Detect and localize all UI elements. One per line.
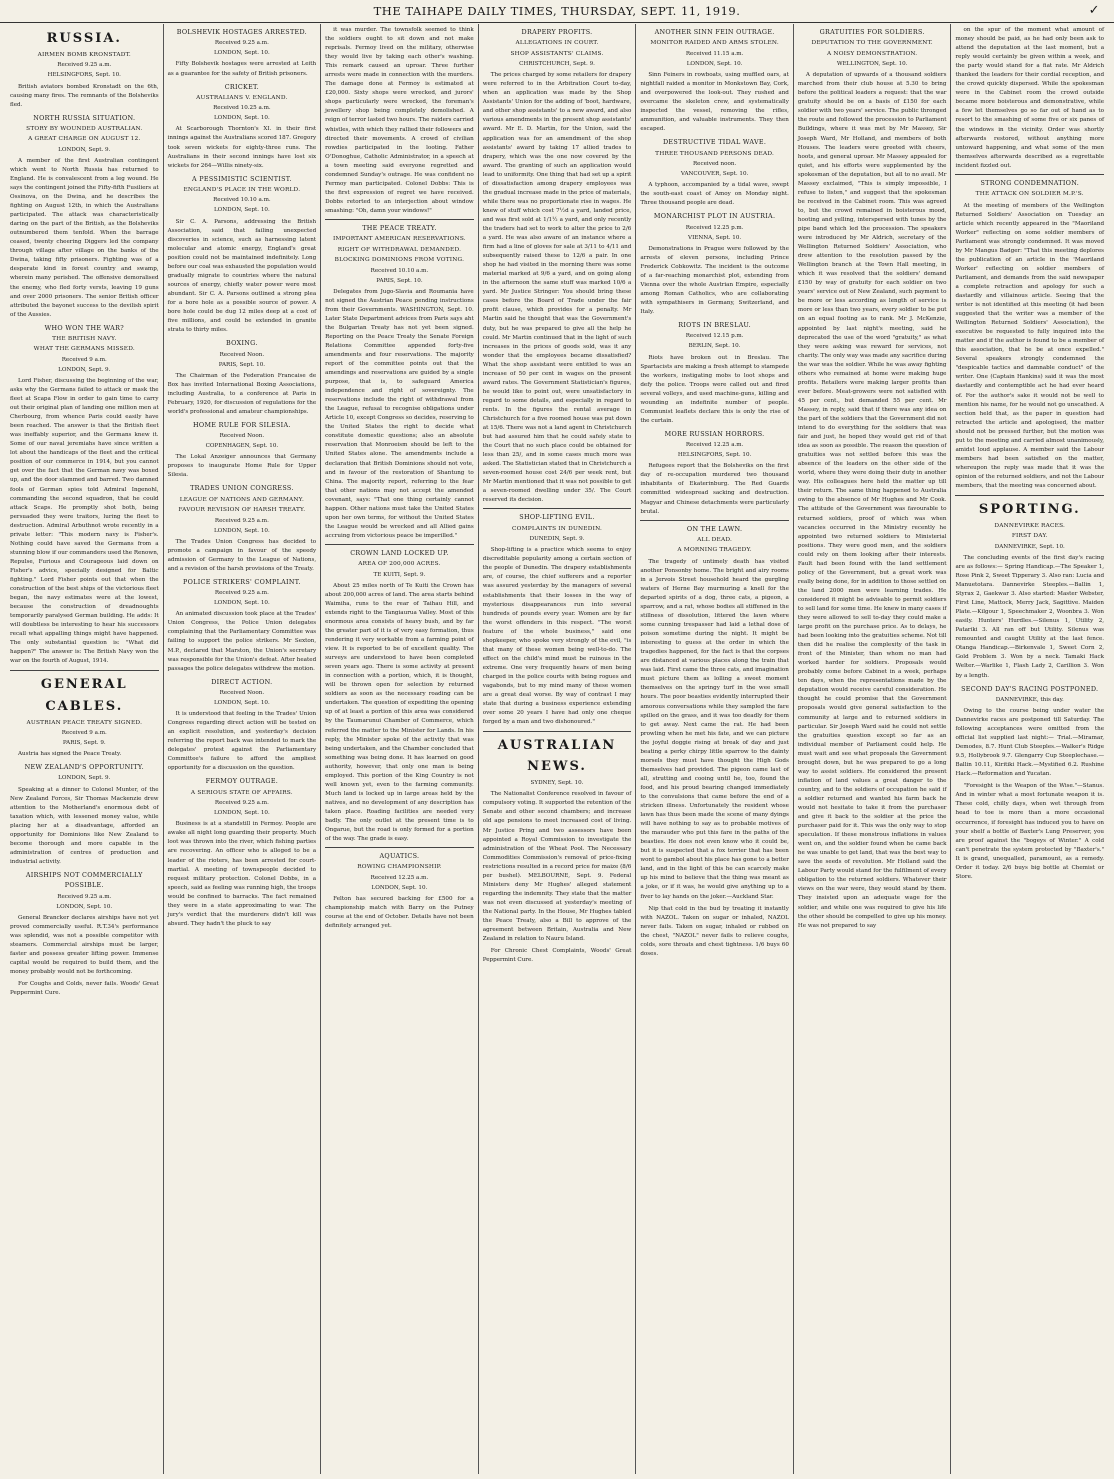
- article-body: Nip that cold in the bud by treating it instantly with NAZOL. Taken on sugar or inhaled, NAZOL never fails. Taken on sugar, inhaled or rubbed on the chest, "NAZOL" never fails to relieve coughs, colds, sore throats and chest tightness. 1/6 buys 60 doses.: [640, 905, 789, 957]
- article-dateline: HELSINGFORS, Sept. 10.: [677, 452, 752, 459]
- article-headline: BOXING.: [226, 339, 258, 348]
- article: [325, 847, 474, 931]
- article-dateline: Received Noon.: [219, 690, 265, 697]
- article-body: At the meeting of members of the Wellington Returned Soldiers' Association on Tuesday an article which recently appeared in the "Maoriland Worker" reflecting on some soldier members of Parliament was strongly condemned. It was moved by Mr Mangus Badger: "That this meeting deplores the publication of an article in the 'Maoriland Worker' reflecting on soldier members of Parliament, and demands from the said newspaper a complete retraction and apology for such a dastardly and villainous article. Seeing that the writer is not identified at this meeting (it had been suggested that the writer was a member of the Wellington Returned Soldiers' Association), the executive be requested to fully inquired into the matter and if the author is found to be a member of this association, that he be at once expelled." Several speakers strongly condemned the "despicable tactics and damnable conduct" of the writer. One (Captain Hankins) said it was the most dastardly and contemptible act he had ever heard of. For the author's sake it would not be well to mention his name, for he would not go unscathed. A section held that, as the paper in question had retracted the article and apologised, the matter should not be pressed further, but the motion was put to the meeting and carried almost unanimously, amidst loud applause. A member said the Labour members had been satisfied on the matter, whereupon the reply was made that it was the opinion of the returned soldiers, and not the Labour members, that the meeting was concerned about.: [955, 202, 1105, 489]
- article-dateline: DANNEVIRKE, this day.: [995, 696, 1064, 703]
- masthead-title: THE TAIHAPE DAILY TIMES, THURSDAY, SEPT. 11, 1919.: [373, 4, 741, 18]
- article-dateline: Received 10.10 a.m.: [370, 267, 429, 274]
- article-headline: AIRSHIPS NOT COMMERCIALLY POSSIBLE.: [25, 870, 143, 890]
- article-body: For Chronic Chest Complaints, Woods' Great Peppermint Cure.: [482, 948, 632, 964]
- article-headline: RIOTS IN BRESLAU.: [678, 321, 751, 330]
- columns: [6, 24, 1108, 1474]
- article-dateline: SYDNEY, Sept. 10.: [530, 780, 584, 787]
- article: [168, 27, 317, 79]
- article-body: The concluding events of the first day's racing are as follows:— Spring Handicap.—The Speaker 1, Rose Pink 2, Sweet Tipperary 3. Also ran: Lucia and Manuetotara. Dannevirke Steeples.—Ballin 1, Styrax 2, Gaekwar 3. Also started: Master Webster, First Line, Mattock, Merry Jack, Sagittive. Maiden Plate.—Kilgour 1, Speechmaker 2, Woonbra 3. Won easily. Hunters' Hurdles.—Silenus 1, Utility 2, Patariki 3. All ran off but Utility. Silenus was remounted and caught Utility at the last fence. Otanga Handicap.—Birkenvale 1, Sweet Corn 2, Gold Problem 3. Won by a neck. Tamaki Hack Welter.—Warlike 1, Flash Lady 2, Carillion 3. Won by a length.: [955, 554, 1105, 679]
- article-body: Owing to the course being under water the Dannevirke races are postponed till Saturday. The following acceptances were omitted from the official list supplied last night:— Trial.—Miramar, Demodes, 8.7. Hunt Club Steeples.—Walker's Ridge 9.5, Hollybrook 9.7. Glengarry Cup Steeplechase.—Ballin 10.11, Kiritiki Hack.—Mystified 6.2. Rushine Hack.—Reformation and Yucatan.: [955, 707, 1105, 778]
- article-body: A deputation of upwards of a thousand soldiers marched from their club house at 5.30 to bring before the political leaders a request: that the war gratuity should be on a basis of £150 for each soldier with two years' service. The public thronged the route and followed the procession to Parliament Buildings, where it was met by Mr Massey, Sir Joseph Ward, Mr Holland, and members of both Houses. The leaders were greeted with cheers, hoots, and general uproar. Mr Massey appealed for quiet, and his efforts were supplemented by the spokesman of the deputation, but all to no avail. Mr Massey exclaimed, "This is simply impossible, I refuse to listen," and suggest that the spokesman be received in the Cabinet room. This was agreed to, but the crowd remained in boisterous mood, hooting and yelling, interspersed with tunes by the pipe band which led the procession. The speakers were introduced by Mr Aldrich, secretary of the Wellington Returned Soldiers' Association, who drew attention to the resolution passed by the Wellington branch at the Town Hall meeting, in which it was resolved that the soldiers' demand £150 by way of gratuity for each soldier on two years' service out of New Zealand, such payment to be more or less according as length of service is more or less than two years, every soldier to be put on an equal footing as to rank. Mr J. McKenzie, appointed by last night's meeting, said he deprecated the use of the word "gratuity," as what they were asking was reward for services, not charity. The only way was made any sacrifice during the war was the soldier. While he was away fighting others who remained at home were making huge profits. Retailers were making larger profits than ever before. Meat-growers were not satisfied with 45 per cent., but demanded 55 per cent. Mr Massey, in reply, said that if there was any idea on the part of the soldiers that the Government did not intend to do everything for the soldiers that was fair and just, he hoped they would get rid of that idea as soon as possible. The reason the question of gratuities was not settled before this was the absence of the leaders on the other side of the world, where they were doing their duty in another way. His colleagues here held the matter up till their return. The same thing happened to Australia owing to the absence of Mr Hughes and Mr Cook. The attitude of the Government was favourable to returned soldiers, proof of which was when vacancies occurred in the Ministry recently he appointed two returned soldiers to Ministerial positions. They were good men, and the soldiers could rely on them looking after their interests. Fault had been found with the land settlement policy of the Government, but a great work was really being done, for in addition to those settled on the land 2000 men were learning trades. He considered it might be advisable to permit soldiers to sell land for some time. He knew in many cases if they were allowed to sell to-day they could make a large profit on the purchase price. As to delays, he had been looking into the gratuities scheme. Not till then did he realise the complexity of the task in front of the Minister, than whom no man had worked harder for soldiers. Proposals would probably come before Cabinet in a week, perhaps ten days, when the representations made by the deputation would receive careful consideration. He thought he could promise that the Government proposals would give general satisfaction to the community at large and to returned soldiers in particular. Sir Joseph Ward said he could not settle the gratuities question except so far as an individual member of Parliament could help. He must wait and see what proposals the Government brought down, but he was prepared to go a long way to assist soldiers. He considered the present inflation of land values a great danger to the country, and to the soldiers of occupation he said if a soldier returned and wanted his farm back he would not hesitate to take it from the purchaser and give it back to the soldier at the price the purchaser paid for it. This was the only way to stop speculation. If these monstrous inflations in values went on, and the soldier found when he came back he was unable to get land, that was the best way to save the seeds of revolution. Mr Holland said the Labour Party would stand for the fulfilment of every obligation to the returned soldiers. Whatever their views on the war were, they would stand by them. They insisted upon an adequate wage for the soldier, and while one was required to give his life the other should be compelled to give up his money. He was not prepared to say: [797, 72, 947, 929]
- article-headline: STRONG CONDEMNATION.: [955, 174, 1104, 188]
- article-dateline: Received 9.25 a.m.: [214, 40, 269, 47]
- article-dateline: LONDON, Sept. 9.: [58, 366, 111, 373]
- article-dateline: LONDON, Sept. 10.: [213, 600, 270, 607]
- article: [640, 905, 789, 959]
- article-dateline: Received 12.25 a.m.: [685, 442, 744, 449]
- article-subheading: ENGLAND'S PLACE IN THE WORLD.: [183, 187, 301, 194]
- article-subheading: ROWING CHAMPIONSHIP.: [357, 864, 442, 871]
- article-headline: MORE RUSSIAN HORRORS.: [664, 429, 765, 438]
- check-mark-icon: ✓: [1088, 3, 1100, 18]
- column-2: [164, 24, 322, 1474]
- article: [483, 27, 632, 505]
- article-dateline: PARIS, Sept. 9.: [62, 740, 106, 746]
- article-dateline: PARIS, Sept. 10.: [376, 277, 423, 284]
- article-body: A member of the first Australian contingent which went to North Russia has returned to England. He is convalescent from a leg wound. He says the contingent joined the Fifty-fifth Fusiliers at Ossinova, on the Dwina, and he describes the fighting on August 12th, in which the Australians participated. The attack was characteristically daring on the part of the British, as the Bolsheviks outnumbered them tenfold. When the barrage ceased, twenty cheering Diggers led the company through village after village on the banks of the Dwina, taking fifty prisoners. Fighting was of a desperate kind in forest country and swamp, wherein many perished. The offensive demoralised the enemy, who fled forty versts, leaving 19 guns and over 2000 prisoners. The senior British officer attributed the bayonet success to the devilish spirit of the Aussies.: [10, 157, 159, 318]
- article-dateline: Received 9.25 a.m.: [57, 62, 112, 69]
- masthead: [0, 0, 1114, 23]
- article: [640, 320, 789, 426]
- article-subheading: A GREAT CHARGE ON AUGUST 12.: [28, 136, 141, 143]
- article-body: Lord Fisher, discussing the beginning of the war, asks why the Germans failed to attack or mask the fleet at Scapa Flow in order to gain time to carry out their original plan of landing one million men at Cherbourg, from whence Paris could easily have been reached. The answer is that the British fleet was ineffably superior, and the Germans knew it. Some of our naval jeremiahs have since written a lot about the handicaps of the fleet and the critical position of our commerce in 1914, but you cannot get over the fact that the German navy was boxed up, and the door slammed and barred. Two damned fools of German spies told Admiral Ingenohl, commanding the second squadron, that he could attack Scaps. He promptly shot both, being persuaded they were traitors, luring the fleet to destruction. Admiral Arbuthnot wrote recently in a private letter: "This modern navy is Fisher's. Nothing could have saved the Germans from a stunning blow if our commanders used the Renown, Repulse, Furious and Courageous laid down on Fisher's advice, specially designed for Baltic fighting." Lord Fisher points out that when the construction of the best ships of the victorious fleet began, the navy estimates were at the lowest, because the construction of dreadnoughts temporarily paralysed German building. He adds: It will doubtless be interesting to hear his successors recall what appalling things might have happened. The only substantial question is: "What did happen?" The answer is: The British Navy won the war on the fourth of August, 1914.: [10, 377, 159, 665]
- article-headline: TRADES UNION CONGRESS.: [190, 484, 294, 493]
- article-dateline: Received 10.10 a.m.: [213, 197, 271, 204]
- article-dateline: LONDON, Sept. 9.: [58, 775, 111, 782]
- article-body: The Nationalist Conference resolved in favour of compulsory voting. It supported the retention of the Senate and other second chambers; and increase old age pensions to meet increased cost of living. Mr Justice Pring and two assessors have been appointed a Royal Commission to investigate the administration of the Wheat Pool. The Necessary Commodities Commission's removal of price-fixing restrictions resulted in a record price for maize (8/6 per bushel). MELBOURNE, Sept. 9. Federal Ministers deny Mr Hughes' alleged statement regarding the indemnity. They state that the matter was not even discussed at yesterday's meeting of the National party. In the House, Mr Hughes tabled the Peace Treaty, also a Bill to approve of the agreement between Britain, Australia and New Zealand in relation to Nauru Island.: [482, 791, 632, 943]
- article: [168, 776, 317, 928]
- article-headline: NEW ZEALAND'S OPPORTUNITY.: [24, 763, 144, 772]
- article-dateline: LONDON, Sept. 10.: [213, 700, 270, 707]
- article-dateline: Received Noon.: [219, 351, 265, 358]
- article-body: Austria has signed the Peace Treaty.: [18, 751, 122, 758]
- article-dateline: Received 9.25 a.m.: [214, 590, 269, 597]
- article-dateline: Received 9.25 a.m.: [214, 800, 269, 807]
- article: [955, 26, 1104, 171]
- article: [168, 483, 317, 573]
- article-headline: THE PEACE TREATY.: [325, 219, 474, 233]
- article-dateline: Received 9 a.m.: [61, 729, 107, 736]
- article-subheading: AIRMEN BOMB KRONSTADT.: [37, 52, 131, 59]
- article-body: "Foresight is the Weapon of the Wise."—Stanus. And in winter what a most fortunate weapon it is. These cold, chilly days, when wet through from head to toe is more than a more occasional occurrence, if foresight has induced you to have on your shelf a bottle of Baxter's Lung Preserver, you are proof against the "bogeys of Winter." A cold can't penetrate the system protected by "Baxter's." It is grand, unequalled, paramount, as a remedy. Order it today. 2/6 buys big bottle at Chemist or Store.: [955, 783, 1105, 880]
- article-body: General Brancker declares airships have not yet proved commercially useful. R.T.34's performance was splendid, was not a possible competitor with steamers. Commercial airships must be larger, faster and possess greater lifting power. Immense capital would be required to build them, and the money probably would not be forthcoming.: [10, 914, 159, 976]
- article-subheading: SHOP ASSISTANTS' CLAIMS.: [510, 50, 604, 57]
- article-subheading: DEPUTATION TO THE GOVERNMENT.: [811, 40, 933, 47]
- article-body: It is understood that feeling in the Trades' Union Congress regarding direct action will be tested on an explicit resolution, and yesterday's decision referring the report back was intended to mark the delegates' protest against the Parliamentary Committee's failure to afford the ampliest opportunity for a discussion on the question.: [167, 711, 317, 772]
- article-headline: WHO WON THE WAR?: [44, 323, 124, 332]
- article-headline: CROWN LAND LOCKED UP.: [325, 544, 474, 558]
- article-dateline: BERLIN, Sept. 10.: [688, 343, 741, 350]
- article-subheading: A MORNING TRAGEDY.: [677, 547, 752, 554]
- article-dateline: Received 12.25 p.m.: [685, 224, 744, 231]
- article-body: Sir C. A. Parsons, addressing the British Association, said that failing unexpected discoveries in science, such as harnessing latent molecular and atomic energy, England's great position could not be maintained indefinitely. Long before our coal was exhausted the population would gradually migrate to countries where the natural sources of energy, chiefly water power were most abundant. Sir C. A. Parsons outlined a strong plea for a bore hole as a possible source of power. A bore hole could be dug 12 miles deep at a cost of five millions, and could be extended in granite strata to thirty miles.: [167, 218, 317, 334]
- article: [10, 870, 159, 977]
- article-dateline: Received 10.25 a.m.: [213, 105, 271, 112]
- article-body: For Coughs and Colds, never fails. Woods' Great Peppermint Cure.: [10, 981, 159, 997]
- article-body: Shop-lifting is a practice which seems to enjoy discreditable popularity among a certain section of the people of Dunedin. The drapery establishments are, of course, the chief sufferers and a reporter was assured yesterday by the managers of several establishments that their losses in the way of mysterious disappearances run into several hundreds of pounds every year. Women are by far the worst offenders in this respect. "The worst feature of the whole business," said one shopkeeper, who spoke very strongly of the evil, "is that many of these women being well-to-do. The effect on the child's mind must be ruinous in the extreme. One very frequently hears of men being charged in the police courts with being rogues and vagabonds, but to my mind many of these women are a great deal worse. By way of contrast I may state that during a business experience extending over some 20 years I have had only one cheque forged by a man and two dishonoured.": [482, 547, 632, 726]
- article-headline: GRATUITIES FOR SOLDIERS.: [819, 28, 925, 36]
- article-subheading: FIRST DAY.: [1011, 533, 1048, 540]
- column-5: [636, 24, 794, 1474]
- article: [168, 174, 317, 335]
- article: [10, 762, 159, 867]
- column-7: [951, 24, 1108, 1474]
- article: [10, 670, 159, 759]
- article: [10, 323, 159, 667]
- article: [798, 27, 947, 931]
- article-body: Sinn Feiners in rowboats, using muffled oars, at nightfall raided a monitor in Monkstown Bay, Cork, and overpowered the look-out. They rushed and overcame the skeleton crew, and systematically inspected the vessel, removing the rifles, ammunition, and valuable instruments. They then escaped.: [640, 71, 789, 133]
- column-3: [321, 24, 479, 1474]
- article-body: The Trades Union Congress has decided to promote a campaign in favour of the speedy admission of Germany to the League of Nations, and a revision of the harsh provisions of the Treaty.: [167, 538, 317, 572]
- article: [10, 113, 159, 320]
- article-subheading: A NOISY DEMONSTRATION.: [827, 50, 918, 57]
- article-body: The Chairman of the Federation Francaise de Box has invited International Boxing Associations, including Australia, to a conference at Paris in February, 1920, for discussion of regulations for the world's professional and amateur championships.: [167, 372, 317, 415]
- article-dateline: WELLINGTON, Sept. 10.: [836, 61, 908, 68]
- article-headline: DRAPERY PROFITS.: [521, 28, 593, 36]
- article-body: An animated discussion took place at the Trades' Union Congress, the Police Union delegates complaining that the Parliamentary Committee was failing to support the police strikers. Mr Sexton, M.P., declared that Marston, the Union's secretary was responsible for the Union's defeat. After heated passages the police delegates withdrew the motion.: [167, 611, 317, 672]
- column-4: [479, 24, 637, 1474]
- article-body: A typhoon, accompanied by a tidal wave, swept the south-east coast of Amoy on Monday night. Three thousand people are dead.: [640, 182, 789, 207]
- article-body: The Lokal Anzeiger announces that Germany proposes to inaugurate Home Rule for Upper Silesia.: [167, 454, 317, 479]
- article-dateline: Received Noon.: [219, 433, 265, 440]
- article-dateline: TE KUITI, Sept. 9.: [373, 571, 426, 578]
- article-dateline: Received 11.15 a.m.: [685, 50, 744, 57]
- article-subheading: ALLEGATIONS IN COURT.: [515, 40, 599, 47]
- article: [10, 28, 159, 110]
- article-headline: DIRECT ACTION.: [211, 677, 273, 686]
- article-body: Refugees report that the Bolsheviks on the first day of re-occupation murdered two thousand inhabitants of Ekaterinburg. The Red Guards committed widespread sacking and destruction. Magyar and Chinese detachments were particularly brutal.: [640, 463, 789, 515]
- article: [640, 27, 789, 134]
- article-dateline: PARIS, Sept. 10.: [218, 361, 266, 368]
- article-body: Riots have broken out in Breslau. The Spartacists are making a fresh attempt to stampede the workers, instigating mobs to loot shops and defy the police. Troops were called out and fired several volleys, and used machine-guns, killing and wounding an indefinite number of people. Communist leaflets declare this is only the rise of the curtain.: [640, 354, 789, 424]
- article-headline: FERMOY OUTRAGE.: [205, 777, 279, 786]
- article: [168, 420, 317, 481]
- article: [955, 782, 1104, 882]
- article-headline: AQUATICS.: [325, 847, 474, 861]
- article: [955, 684, 1104, 780]
- article: [168, 677, 317, 774]
- article-dateline: VIENNA, Sept. 10.: [688, 234, 742, 241]
- article-dateline: DANNEVIRKE, Sept. 10.: [994, 543, 1065, 550]
- article-headline: MONARCHIST PLOT IN AUSTRIA.: [653, 212, 776, 221]
- article: [325, 26, 474, 216]
- article-headline: CRICKET.: [224, 82, 260, 91]
- article-headline: AUSTRALIAN NEWS.: [483, 731, 632, 777]
- article-headline: POLICE STRIKERS' COMPLAINT.: [183, 577, 301, 586]
- article-body: it was murder. The townsfolk seemed to think the soldiers ought to sit down and not make reprisals. Fermoy lived on the military, otherwise they would live by taking each other's washing. This remark caused an uproar. Three further arrests were made in connection with the murders. The damage done at Fermoy is estimated at £20,000. Sixty shops were wrecked, and jurors' shops particularly were wrecked, the foreman's jewellery shop being completely demolished. A reign of terror lasted two hours. The raiders carried whistles, with which they rallied their followers and directed their movements. A crowd of civilian rowdies participated in the looting. Father O'Donoghue, Catholic Administrator, in a speech at a town meeting said everyone regretted and condemned Sunday's outrage. He was confident no Fermoy man participated. Colonel Dobbs: This is the first expression of regret we have received. Dobbs retorted to an interjection about window smashing: "Oh, damn your windows!": [325, 27, 474, 214]
- article-dateline: Received 9.25 a.m.: [57, 893, 112, 900]
- article-subheading: LEAGUE OF NATIONS AND GERMANY.: [179, 496, 305, 503]
- article: [955, 174, 1104, 491]
- article-body: Felton has secured backing for £500 for a championship match with Barry on the Putney course at the end of October. Details have not been definitely arranged yet.: [325, 895, 474, 930]
- article-subheading: ALL DEAD.: [697, 537, 733, 543]
- article-dateline: CHRISTCHURCH, Sept. 9.: [519, 61, 595, 68]
- article-headline: SECOND DAY'S RACING POSTPONED.: [961, 684, 1099, 693]
- article-subheading: AUSTRIAN PEACE TREATY SIGNED.: [26, 719, 143, 726]
- article: [325, 544, 474, 844]
- article-dateline: Received 12.25 a.m.: [370, 874, 429, 881]
- article: [483, 947, 632, 965]
- article-subheading: MONITOR RAIDED AND ARMS STOLEN.: [650, 40, 779, 47]
- article-headline: ANOTHER SINN FEIN OUTRAGE.: [654, 28, 775, 36]
- article-dateline: COPENHAGEN, Sept. 10.: [205, 443, 279, 450]
- article-headline: BOLSHEVIK HOSTAGES ARRESTED.: [176, 28, 308, 36]
- article-dateline: LONDON, Sept. 10.: [56, 903, 113, 910]
- article-body: British aviators bombed Kronstadt on the 6th, causing many fires. The remnants of the Bolsheviks fled.: [10, 83, 159, 108]
- article: [483, 508, 632, 727]
- article-subheading: STORY BY WOUNDED AUSTRALIAN.: [26, 126, 143, 133]
- article-body: About 25 miles north of Te Kuiti the Crown has about 200,000 acres of land. The area starts behind Waimiha, runs to the rear of Taihau Hill, and extends right to the Tangiaurua Valley. Most of this enormous area consists of heavy bush, and by far the greater part of it is of very easy formation, thus rendering it very workable from a farming point of view. It is reported to be of excellent quality. The surveys are understood to have been completed seven years ago. There is some activity at present in connection with a portion, which, it is thought, will be thrown open for selection by returned soldiers as soon as the necessary roading can be undertaken. The question of expediting the opening up of at least a portion of this area was considered by the Taumarunui Chamber of Commerce, which referred the matter to the Minister for Lands. In his reply, the Minister spoke of the activity that was being undertaken, and the Chamber concluded that something was being done. It has learned on good authority, however, that only one man is being employed. This portion of the King Country is not well known yet, even to the farming community. Much land is locked up in large areas held by the natives, and no development of any description has taken place. Roading facilities are needed very badly. The only outlet at the present time is to Ongarue, but the road is only formed for a portion of the way. The grade is easy.: [325, 582, 474, 843]
- article-subheading: IMPORTANT AMERICAN RESERVATIONS.: [333, 236, 466, 243]
- article-dateline: VANCOUVER, Sept. 10.: [680, 171, 749, 177]
- article-body: The prices charged by some retailers for drapery were referred to in the Arbitration Court to-day, when an application was made by the Shop Assistants' Union for the adding of 'boot, hardware, and other shop assistants' to a new award, and also various amendments in the present shop assistants' award. Mr E. D. Martin, for the Union, said the application was for an amendment of the shop assistants' award by taking 17 allied trades to drapery, which was the one now covered by the award. The granting of such an application would lead to uniformity. One thing that had set up a spirit of dissatisfaction among drapery employees was the gradual increase made in the price of materials, while there was no proportionate rise in wages. He knew of stuff which cost 7½d a yard, landed price, and was first sold at 1/1½ a yard, and only recently the traders had set to work to alter the price to 2/6 a yard. He was also aware of an instance where a firm had a line of gloves for sale at 3/11 to 4/11 and subsequently raised these to 12/6 a pair. In one shop he had visited in the morning there was some material marked at 9/6 a yard, and on going along in the afternoon the same stuff was marked 10/6 a yard. Mr Justice Stringer: You should bring these cases before the Board of Trade under the fair profit clause, which provides for a penalty. Mr Martin said he thought that was the Government's duty, but he was prepared to give all the help he could. Mr Martin continued that in the light of such increases in the prices of goods sold, was it any wonder that the employees became dissatisfied? What the shop assistant were entitled to was an increase of 50 per cent in wages on the present award rates. The Government Statistician's figures, he would like to point out, were unsatisfactory in regard to some details, and especially in regard to rents. In the figures the rental average in Christchurch for a five roomed house was put down at 15/6. There was not a land agent in Christchurch but had assured him that he could safely state to the Court that no such place could be obtained for less than 25/, and in some cases much more was asked. The Statistician stated that in Christchurch a seven-roomed house cost 24/6 per week rent, but Mr Martin mentioned that it was not possible to get a seven-roomed dwelling under 35/. The Court reserved its decision.: [482, 72, 632, 504]
- article-subheading: FAVOUR REVISION OF HARSH TREATY.: [178, 507, 306, 514]
- article-subheading: DANNEVIRKE RACES.: [994, 523, 1066, 530]
- article-dateline: Received 9 a.m.: [61, 356, 107, 363]
- article: [640, 520, 789, 902]
- column-1: [6, 24, 164, 1474]
- article: [168, 577, 317, 674]
- article-dateline: LONDON, Sept. 10.: [213, 207, 270, 214]
- article-headline: RUSSIA.: [46, 31, 122, 46]
- article-body: Business is at a standstill in Fermoy. People are awake all night long guarding their property. Much loot was thrown into the river, which fishing parties are recovering. An officer who is alleged to be a leader of the rioters, has been arrested for court-martial. A meeting of townspeople decided to request military protection. Colonel Dobbs, in a speech, said as feeling was running high, the troops would be confined to barracks. The fact remained they were in a state approximating to war. The jury's verdict that the murderers didn't kill was absurd. They hadn't the pluck to say: [167, 821, 317, 927]
- article-subheading: WHAT THE GERMANS MISSED.: [33, 346, 135, 353]
- article-subheading: RIGHT OF WITHDRAWAL DEMANDED.: [337, 246, 462, 253]
- article-dateline: LONDON, Sept. 10.: [686, 60, 743, 67]
- article-body: At Scarborough Thornton's XI. in their first innings against the Australians scored 187. Gregory took seven wickets for eighty-three runs. The Australians in their second innings have lost six wickets for 264—Willis ninety-six.: [167, 126, 317, 169]
- article-headline: HOME RULE FOR SILESIA.: [193, 420, 291, 429]
- article: [168, 82, 317, 171]
- article-subheading: A SERIOUS STATE OF AFFAIRS.: [190, 789, 293, 796]
- article-dateline: HELSINGFORS, Sept. 10.: [47, 72, 121, 79]
- article-headline: NORTH RUSSIA SITUATION.: [33, 113, 136, 122]
- article: [640, 211, 789, 317]
- article-headline: ON THE LAWN.: [640, 520, 789, 534]
- article-body: Demonstrations in Prague were followed by the arrests of eleven persons, including Prince Frederick Cobkowitz. The incident is the outcome of a far-reaching monarchist plot, extending from Vienna over the whole Austrian Empire, especially among Roman Catholics, who are collaborating with sympathisers in Germany, Switzerland, and Italy.: [640, 245, 789, 315]
- article: [955, 495, 1104, 681]
- article-dateline: LONDON, Sept. 10.: [213, 527, 270, 534]
- article: [483, 731, 632, 944]
- article-dateline: LONDON, Sept. 9.: [58, 146, 111, 153]
- article: [325, 219, 474, 541]
- article-body: Speaking at a dinner to Colonel Munter, of the New Zealand Forces, Sir Thomas Mackenzie drew attention to the Motherland's enormous debt of taxation which, with lessened money value, while placing her at a disadvantage, afforded an opportunity for Dominions like New Zealand to become thorough and more capable in the administration of centres of production and industrial activity.: [10, 786, 159, 865]
- article-subheading: THREE THOUSAND PERSONS DEAD.: [655, 150, 775, 157]
- article-subheading: THE ATTACK ON SOLDIER M.P.'S.: [975, 191, 1084, 198]
- article: [640, 429, 789, 517]
- article-body: The tragedy of untimely death has visited another Ponsonby home. The bright and airy rooms in a Jervois Street household heard the gurgling waters of Herne Bay murmuring a knell for the departed spirits of a dog, three cats, a pigeon, a sparrow, and a rat, whose bodies all stiffened in the stillness of dissolution, littered the lawn where some cunning trespasser had laid a lethal dose of poison sometime during the night. It might be interesting to guess at the order in which the tragedies happened, for the fact is that the corpses are distanced at various places along the train that was laid. First came the three cats, and imagination must picture them as lolling a sweet moment themselves on the springy turf in the wee small hours. The poor beasties evidently interrupted their amorous conversations while they sampled the fare spilled on the grass, and it was too deadly for them to get away. Next came the rat. He had been prowling when he met his fate, and we can picture the joyful doggie rising at break of day and just beating a perky chirpy little sparrow to the dainty morsels they must have thought the High Gods themselves had provided. The pigeon came last of all, strutting and cooing until he, too, found the food, and his proud bearing changed immediately to the convulsions that came before the end of a stricken illness. Unfortunately the resident whose lawn has thus been made the scene of many dyings will have nothing to say as to probable motives of the marauder who put this fare in the paths of the beasties. He does not even know who it could be, but it is suspected that a fox terrier that has been wont to gambol about his place has gone to a better land, and in the light of this he can scarcely make up his mind to believe that the thing was meant as a joke, or if it was, he would give anything up to a fiver to lay hands on the joker.—Auckland Star.: [640, 558, 789, 900]
- article-headline: GENERAL CABLES.: [10, 670, 159, 716]
- article-body: Delegates from Jugo-Slavia and Roumania have not signed the Austrian Peace pending instructions from their Governments. WASHINGTON, Sept. 10. Later State Department advices from Paris says aht the Bulgarian Treaty has not yet been signed. Reporting on the Peace Treaty the Senate Foreign Relations Committee appended forty-five amendments and four reservations. The majority report of the committee points out that the amendings and reservations are guided by a single purpose, that is, to safeguard America independence and right of sovereignty. The reservations include the right of withdrawal from the League, refusal to recognise obligations under Article 10, except Congress so decides, reserving to the United States the right to decide what constitute domestic questions; also an absolute reservation that Monroeism should be left to the United States alone. The amendments include a declaration that British Dominions should not vote, and in favour of the restoration of Shantung to China. The majority report, referring to the fear that other nations may not accept the amended covenant, says: "That one thing certainly cannot happen. Other nations must take the United States upon her own terms, for without the United States the League would be wrecked and all Allied gains accruing from victorious peace be imperilled.": [325, 288, 474, 539]
- article-dateline: LONDON, Sept. 10.: [213, 50, 270, 57]
- article: [10, 980, 159, 998]
- article-dateline: DUNEDIN, Sept. 9.: [529, 536, 585, 543]
- article-dateline: LONDON, Sept. 10.: [213, 115, 270, 122]
- article-headline: SHOP-LIFTING EVIL.: [483, 508, 632, 522]
- article-dateline: Received 12.15 p.m.: [685, 333, 744, 340]
- article-dateline: Received noon.: [692, 160, 737, 167]
- article-dateline: LONDON, Sept. 10.: [371, 884, 428, 891]
- article-subheading: AREA OF 200,000 ACRES.: [358, 561, 441, 568]
- article-dateline: Received 9.25 a.m.: [214, 517, 269, 524]
- article-body: on the spur of the moment what amount of money should be paid, as he had only been ask to attend the deputation at the last moment, but a reply would certainly be given within a week, and the party would stand for a fiat rate. Mr Aldrich thanked the leaders for their cordial reception, and the crowd quickly dispersed. While the spokesman were in the Cabinet room the crowd outside became more boisterous and demonstrative, while a few let themselves go so far out of hand as to resort to the smashing of some five or six panes of the windows in the vicinity. Order was shortly afterwards restored, without anything more untoward happening, and what some of the men themselves afterwards described as a regrettable incident fizzled out.: [955, 27, 1105, 169]
- article-subheading: BLOCKING DOMINIONS FROM VOTING.: [334, 257, 465, 264]
- article: [168, 338, 317, 417]
- article-headline: SPORTING.: [955, 495, 1104, 520]
- article-subheading: COMPLAINTS IN DUNEDIN.: [512, 525, 603, 532]
- article-headline: A PESSIMISTIC SCIENTIST.: [192, 174, 292, 183]
- article: [640, 137, 789, 208]
- article-dateline: LONDON, Sept. 10.: [213, 810, 270, 817]
- column-6: [794, 24, 952, 1474]
- article-headline: DESTRUCTIVE TIDAL WAVE.: [663, 138, 767, 147]
- article-subheading: THE BRITISH NAVY.: [52, 336, 117, 343]
- article-subheading: AUSTRALIANS V. ENGLAND.: [196, 94, 288, 101]
- article-body: Fifty Bolshevik hostages were arrested at Leith as a guarantee for the safety of British prisoners.: [167, 61, 317, 77]
